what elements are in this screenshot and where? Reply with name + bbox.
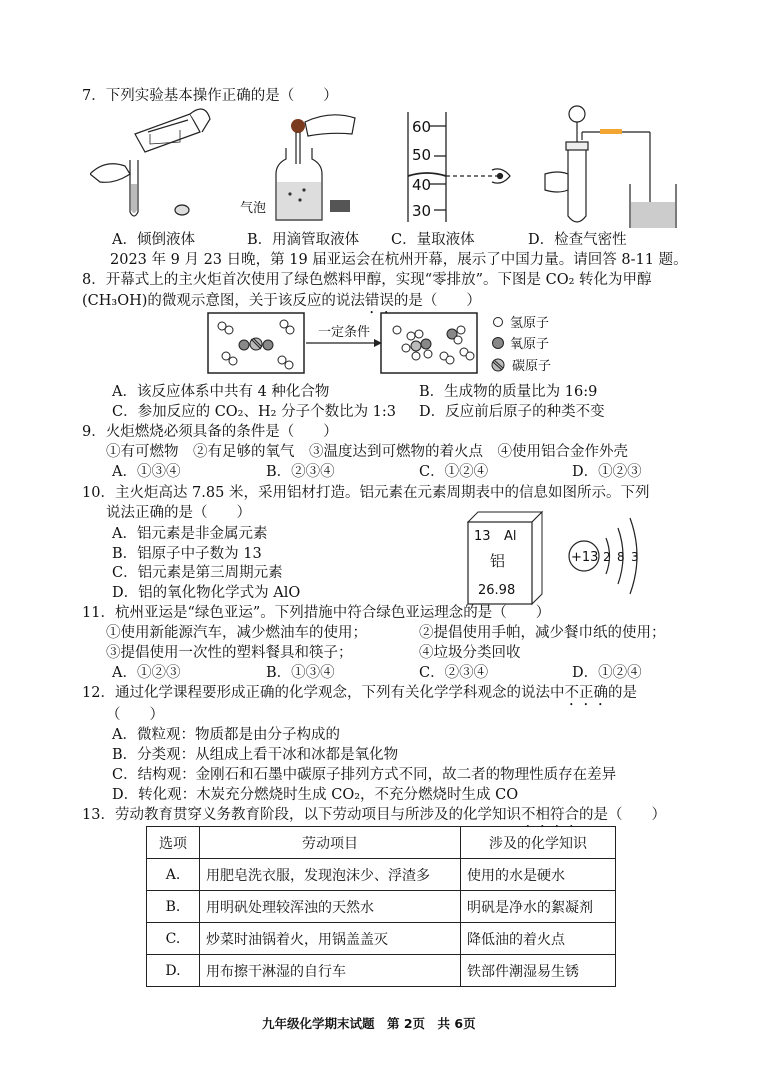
row-d-labor: 用布擦干淋湿的自行车 [200,955,461,987]
q9-stem: 9．火炬燃烧必须具备的条件是（ ） [82,424,338,440]
atomic-number: 13 [474,529,491,544]
q8-option-b: B．生成物的质量比为 16:9 [419,384,598,400]
q11-measure-2: ②提倡使用手帕，减少餐巾纸的使用； [419,625,666,641]
bubble-label: 气泡 [240,201,267,216]
q11-option-b: B．①③④ [266,665,335,681]
q11-option-a: A．①②③ [112,665,181,681]
q9-option-c: C．①②④ [419,464,489,480]
q8-option-c: C．参加反应的 CO₂、H₂ 分子个数比为 1:3 [112,404,397,420]
legend-carbon: 碳原子 [512,359,552,374]
q10-option-c: C．铝元素是第三周期元素 [112,565,283,581]
q11-measure-1: ①使用新能源汽车，减少燃油车的使用； [106,625,367,641]
q7-figures [90,104,680,228]
q10-line2: 说法正确的是（ ） [106,505,251,521]
airtightness-check-illustration [545,106,676,228]
q11-option-d: D．①②④ [572,665,642,681]
pouring-liquid-illustration [90,109,210,216]
labor-table [146,826,616,987]
q8-option-d: D．反应前后原子的种类不变 [419,404,605,420]
q8-line1: 8．开幕式上的主火炬首次使用了绿色燃料甲醇，实现“零排放”。下图是 CO₂ 转化为甲醇 [82,272,652,288]
table-row [147,859,616,891]
intro-text: 2023 年 9 月 23 日晚，第 19 届亚运会在杭州开幕，展示了中国力量。请回答 8-11 题。 [110,252,688,268]
nucleus-charge: +13 [571,550,599,565]
q11-measure-3: ③提倡使用一次性的塑料餐具和筷子； [106,645,353,661]
element-symbol: Al [504,529,517,544]
shell-2-electrons: 8 [617,550,625,564]
table-header-row [147,827,616,859]
q13-emphasis: 不相符合 [520,807,579,823]
q12-option-a: A．微粒观：物质都是由分子构成的 [112,727,340,743]
q11-option-c: C．②③④ [419,665,489,681]
q12-option-d: D．转化观：木炭充分燃烧时生成 CO₂，不充分燃烧时生成 CO [112,787,519,803]
q12-emphasis: 不正确 [564,685,608,701]
tick-30: 30 [412,202,432,220]
q7-option-c: C．量取液体 [391,232,475,248]
q11-measure-4: ④垃圾分类回收 [419,645,521,661]
row-d-knowledge: 铁部件潮湿易生锈 [461,955,616,987]
row-b-option: B. [147,891,200,923]
q12-stem: 12．通过化学课程要形成正确的化学观念，下列有关化学学科观念的说法中不正确的是 [82,685,637,701]
element-name: 铝 [490,552,506,570]
q7-option-b: B．用滴管取液体 [247,232,360,248]
shell-1-electrons: 2 [603,550,611,564]
q9-option-d: D．①②③ [572,464,642,480]
q8-micro-diagram [206,310,586,380]
row-b-knowledge: 明矾是净水的絮凝剂 [461,891,616,923]
q10-aluminum-figure [466,510,656,608]
row-d-option: D. [147,955,200,987]
table-row [147,955,616,987]
q7-stem: 7．下列实验基本操作正确的是（ ） [82,88,338,104]
q9-option-a: A．①③④ [112,464,181,480]
table-row [147,891,616,923]
q11-stem: 11．杭州亚运是“绿色亚运”。下列措施中符合绿色亚运理念的是（ ） [82,605,551,621]
row-a-labor: 用肥皂洗衣服，发现泡沫少、浮渣多 [200,859,461,891]
q10-option-a: A．铝元素是非金属元素 [112,526,268,542]
atomic-mass: 26.98 [478,583,516,598]
dropper-illustration [276,115,355,220]
q12-option-b: B．分类观：从组成上看干冰和冰都是氧化物 [112,747,399,763]
q9-conditions: ①有可燃物 ②有足够的氧气 ③温度达到可燃物的着火点 ④使用铝合金作外壳 [106,444,628,460]
header-chemistry-knowledge: 涉及的化学知识 [461,827,616,859]
legend-oxygen: 氧原子 [510,337,550,352]
q13-stem: 13．劳动教育贯穿义务教育阶段，以下劳动项目与所涉及的化学知识不相符合的是（ ） [82,807,666,823]
page-footer: 九年级化学期末试题 第 2页 共 6页 [262,1016,476,1031]
row-c-labor: 炒菜时油锅着火，用锅盖盖灭 [200,923,461,955]
reaction-condition-label: 一定条件 [318,325,371,340]
q10-option-d: D．铝的氧化物化学式为 AlO [112,585,301,601]
q10-line1: 10．主火炬高达 7.85 米，采用铝材打造。铝元素在元素周期表中的信息如图所示。下列 [82,485,650,501]
row-c-knowledge: 降低油的着火点 [461,923,616,955]
q7-option-a: A．倾倒液体 [112,232,195,248]
tick-50: 50 [412,146,432,164]
q7-option-d: D．检查气密性 [528,232,627,248]
row-a-knowledge: 使用的水是硬水 [461,859,616,891]
q9-option-b: B．②③④ [266,464,335,480]
q8-emphasis: 错误 [364,293,394,309]
table-row [147,923,616,955]
q12-paren: （ ） [106,707,164,723]
q12-option-c: C．结构观：金刚石和石墨中碳原子排列方式不同，故二者的物理性质存在差异 [112,767,617,783]
row-c-option: C. [147,923,200,955]
tick-60: 60 [412,118,432,136]
shell-3-electrons: 3 [631,550,639,564]
header-labor-item: 劳动项目 [200,827,461,859]
q10-option-b: B．铝原子中子数为 13 [112,546,262,562]
periodic-table-card [468,512,542,604]
row-b-labor: 用明矾处理较浑浊的天然水 [200,891,461,923]
q8-option-a: A．该反应体系中共有 4 种化合物 [112,384,330,400]
atomic-structure-diagram [569,518,639,594]
q8-line2: (CH₃OH)的微观示意图，关于该反应的说法错误的是（ ） [82,293,481,309]
tick-40: 40 [412,176,432,194]
legend-hydrogen: 氢原子 [510,316,550,331]
row-a-option: A. [147,859,200,891]
header-option: 选项 [147,827,200,859]
